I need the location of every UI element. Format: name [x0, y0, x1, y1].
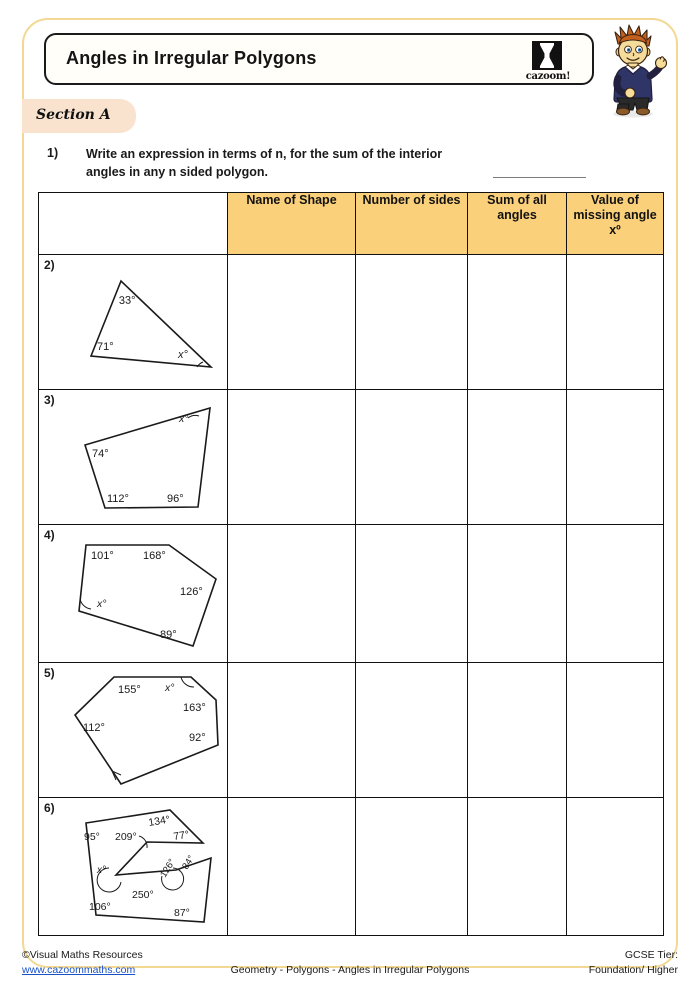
cell-name-of-shape[interactable]	[228, 798, 356, 936]
page-footer	[0, 948, 700, 990]
footer-copyright: ©Visual Maths Resources	[22, 949, 143, 961]
table-row	[39, 798, 664, 936]
table-body	[39, 255, 664, 936]
header-number-of-sides: Number of sides	[356, 193, 468, 255]
cell-number-of-sides[interactable]	[356, 390, 468, 525]
hexagon-diagram	[39, 663, 228, 798]
angle-label: 71°	[97, 341, 114, 353]
row-number: 6)	[44, 801, 55, 815]
angle-label: 126°	[180, 586, 203, 598]
question-1-text: Write an expression in terms of n, for the sum of the interior angles in any n sided polygon.	[86, 147, 443, 179]
section-banner	[22, 99, 136, 133]
angle-label: 155°	[118, 684, 141, 696]
cell-sum-of-angles[interactable]	[468, 525, 567, 663]
shape-cell-hexagon	[39, 663, 228, 798]
section-label: Section A	[36, 107, 111, 123]
angle-label-x: x°	[178, 349, 188, 361]
angle-label: 101°	[91, 550, 114, 562]
row-number: 5)	[44, 666, 55, 680]
header-missing-angle: Value of missing angle xº	[567, 193, 664, 255]
angle-label: 106°	[89, 901, 111, 913]
cell-missing-angle[interactable]	[567, 525, 664, 663]
answers-table	[38, 192, 664, 936]
cell-name-of-shape[interactable]	[228, 255, 356, 390]
cell-name-of-shape[interactable]	[228, 525, 356, 663]
table-row	[39, 663, 664, 798]
quadrilateral-diagram	[39, 390, 228, 525]
angle-label: 74°	[92, 448, 109, 460]
header-name-of-shape: Name of Shape	[228, 193, 356, 255]
table-row	[39, 255, 664, 390]
question-1-answer-line[interactable]	[493, 177, 586, 178]
cazoom-wordmark: cazoom!	[525, 71, 571, 82]
footer-tier-label: GCSE Tier:	[624, 949, 678, 961]
footer-tier-value: Foundation/ Higher	[588, 964, 678, 976]
angle-label: 209°	[115, 831, 137, 843]
angle-label-x: x°	[165, 682, 175, 694]
angle-label: 33°	[118, 294, 136, 307]
table-header	[39, 193, 664, 255]
footer-right	[589, 948, 678, 978]
shape-cell-triangle	[39, 255, 228, 390]
pentagon-diagram	[39, 525, 228, 663]
angle-label: 92°	[189, 732, 206, 744]
table-row	[39, 390, 664, 525]
cazoom-logo	[520, 40, 576, 84]
cell-name-of-shape[interactable]	[228, 390, 356, 525]
angle-label: 77°	[172, 828, 191, 843]
shape-cell-pentagon	[39, 525, 228, 663]
row-number: 4)	[44, 528, 55, 542]
table-row	[39, 525, 664, 663]
angle-label: 250°	[132, 889, 154, 901]
shape-cell-quadrilateral	[39, 390, 228, 525]
cell-number-of-sides[interactable]	[356, 255, 468, 390]
angle-label: 89°	[160, 629, 177, 641]
footer-website-link[interactable]: www.cazoommaths.com	[22, 964, 136, 976]
angle-label: 168°	[143, 550, 166, 562]
angle-label: 96°	[167, 493, 184, 505]
triangle-diagram	[39, 255, 228, 390]
angle-label: 87°	[174, 907, 190, 919]
row-number: 3)	[44, 393, 55, 407]
page-title: Angles in Irregular Polygons	[66, 48, 317, 68]
cell-missing-angle[interactable]	[567, 663, 664, 798]
cell-missing-angle[interactable]	[567, 255, 664, 390]
angle-label: 95°	[84, 831, 100, 843]
hourglass-glyph	[540, 43, 554, 68]
cazoom-hourglass-icon	[532, 41, 562, 70]
cell-sum-of-angles[interactable]	[468, 663, 567, 798]
table-header-row	[39, 193, 664, 255]
cell-number-of-sides[interactable]	[356, 525, 468, 663]
header-sum-of-angles: Sum of all angles	[468, 193, 567, 255]
cell-sum-of-angles[interactable]	[468, 390, 567, 525]
angle-label-x: x°	[179, 413, 189, 425]
cell-name-of-shape[interactable]	[228, 663, 356, 798]
angle-label-x: x°	[97, 865, 106, 876]
angle-label: 134°	[147, 813, 171, 829]
title-bar	[44, 33, 594, 85]
header-shape-blank	[39, 193, 228, 255]
footer-topic: Geometry - Polygons - Angles in Irregular Polygons	[230, 964, 470, 976]
cell-sum-of-angles[interactable]	[468, 255, 567, 390]
angle-label-x: x°	[97, 598, 107, 610]
cell-number-of-sides[interactable]	[356, 798, 468, 936]
angle-label: 112°	[107, 493, 129, 505]
angle-label: 84°	[180, 853, 198, 872]
row-number: 2)	[44, 258, 55, 272]
cell-number-of-sides[interactable]	[356, 663, 468, 798]
angle-label: 163°	[183, 702, 206, 714]
concave-decagon-diagram	[39, 798, 228, 936]
mascot-illustration	[598, 22, 668, 118]
angle-label: 126°	[158, 857, 178, 880]
cell-missing-angle[interactable]	[567, 390, 664, 525]
question-1-number: 1)	[47, 146, 59, 160]
shape-cell-concave-decagon	[39, 798, 228, 936]
cell-missing-angle[interactable]	[567, 798, 664, 936]
angle-label: 112°	[83, 722, 105, 734]
cell-sum-of-angles[interactable]	[468, 798, 567, 936]
